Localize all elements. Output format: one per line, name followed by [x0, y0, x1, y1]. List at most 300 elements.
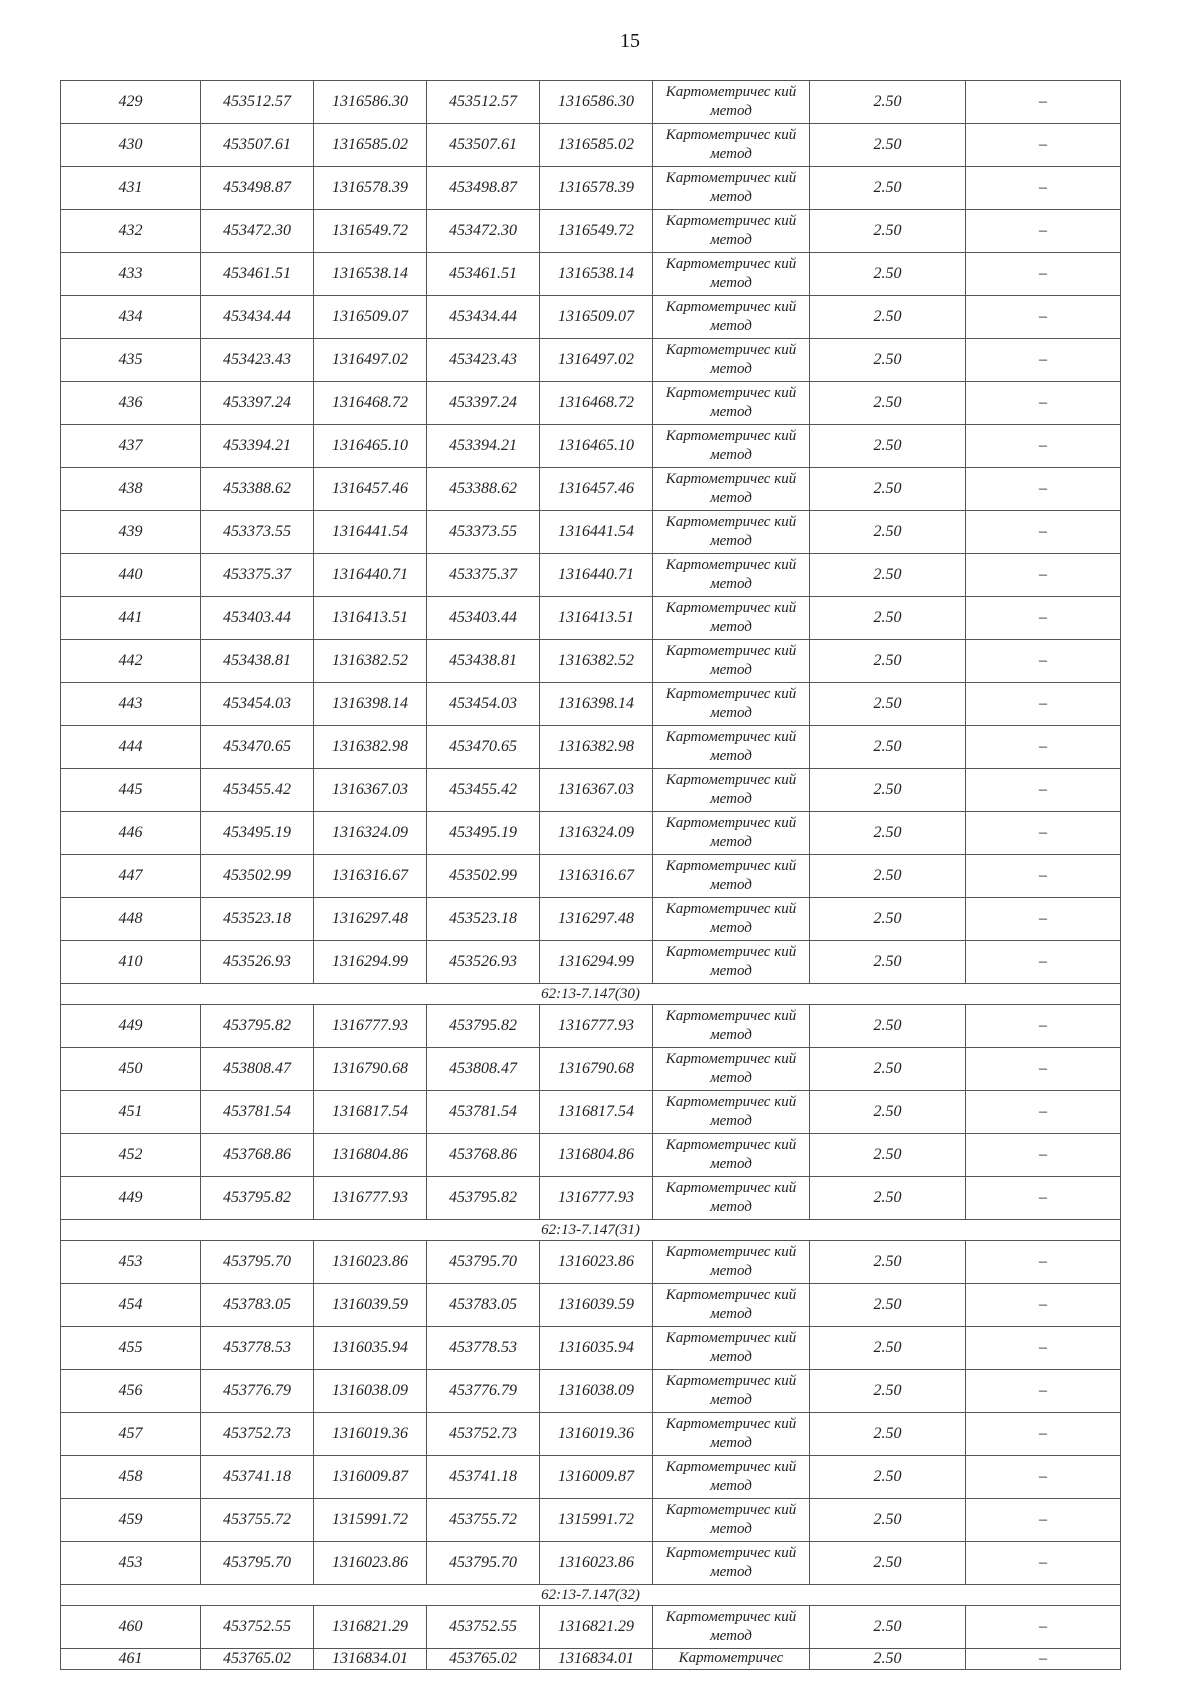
table-row: [61, 1134, 1121, 1177]
method-cell: Картометричес кий метод: [653, 1005, 810, 1048]
y-existing-cell: 1316398.14: [314, 683, 427, 726]
x-existing-cell: 453388.62: [201, 468, 314, 511]
y-new-cell: 1316549.72: [540, 210, 653, 253]
accuracy-cell: 2.50: [810, 296, 966, 339]
y-new-cell: 1316294.99: [540, 941, 653, 984]
accuracy-cell: 2.50: [810, 726, 966, 769]
description-cell: –: [966, 339, 1121, 382]
x-new-cell: 453423.43: [427, 339, 540, 382]
point-number-cell: 449: [61, 1005, 201, 1048]
x-existing-cell: 453470.65: [201, 726, 314, 769]
y-new-cell: 1316465.10: [540, 425, 653, 468]
x-new-cell: 453768.86: [427, 1134, 540, 1177]
y-new-cell: 1316440.71: [540, 554, 653, 597]
x-existing-cell: 453403.44: [201, 597, 314, 640]
point-number-cell: 435: [61, 339, 201, 382]
x-new-cell: 453472.30: [427, 210, 540, 253]
x-existing-cell: 453502.99: [201, 855, 314, 898]
description-cell: –: [966, 812, 1121, 855]
method-cell: Картометричес кий метод: [653, 511, 810, 554]
x-new-cell: 453403.44: [427, 597, 540, 640]
description-cell: –: [966, 382, 1121, 425]
y-new-cell: 1316297.48: [540, 898, 653, 941]
method-cell: Картометричес кий метод: [653, 597, 810, 640]
accuracy-cell: 2.50: [810, 382, 966, 425]
description-cell: –: [966, 167, 1121, 210]
method-cell: Картометричес кий метод: [653, 425, 810, 468]
x-existing-cell: 453495.19: [201, 812, 314, 855]
y-new-cell: 1316382.98: [540, 726, 653, 769]
y-existing-cell: 1316497.02: [314, 339, 427, 382]
x-new-cell: 453808.47: [427, 1048, 540, 1091]
x-existing-cell: 453795.70: [201, 1241, 314, 1284]
y-new-cell: 1316039.59: [540, 1284, 653, 1327]
description-cell: –: [966, 425, 1121, 468]
method-cell: Картометричес кий метод: [653, 1134, 810, 1177]
y-existing-cell: 1316440.71: [314, 554, 427, 597]
description-cell: –: [966, 253, 1121, 296]
x-new-cell: 453795.70: [427, 1241, 540, 1284]
accuracy-cell: 2.50: [810, 1177, 966, 1220]
accuracy-cell: 2.50: [810, 812, 966, 855]
table-row: [61, 1499, 1121, 1542]
x-existing-cell: 453755.72: [201, 1499, 314, 1542]
x-existing-cell: 453526.93: [201, 941, 314, 984]
y-new-cell: 1316585.02: [540, 124, 653, 167]
method-cell: Картометричес кий метод: [653, 1606, 810, 1649]
x-existing-cell: 453795.82: [201, 1005, 314, 1048]
x-new-cell: 453454.03: [427, 683, 540, 726]
y-existing-cell: 1316367.03: [314, 769, 427, 812]
accuracy-cell: 2.50: [810, 898, 966, 941]
table-row: [61, 1091, 1121, 1134]
y-existing-cell: 1316777.93: [314, 1005, 427, 1048]
x-new-cell: 453438.81: [427, 640, 540, 683]
point-number-cell: 452: [61, 1134, 201, 1177]
table-row: [61, 425, 1121, 468]
y-new-cell: 1316316.67: [540, 855, 653, 898]
method-cell: Картометричес кий метод: [653, 941, 810, 984]
table-row: [61, 253, 1121, 296]
y-existing-cell: 1316039.59: [314, 1284, 427, 1327]
description-cell: –: [966, 296, 1121, 339]
method-cell: Картометричес кий метод: [653, 167, 810, 210]
y-existing-cell: 1316297.48: [314, 898, 427, 941]
x-new-cell: 453795.82: [427, 1005, 540, 1048]
y-new-cell: 1316019.36: [540, 1413, 653, 1456]
table-row: [61, 1284, 1121, 1327]
point-number-cell: 450: [61, 1048, 201, 1091]
table-row: [61, 124, 1121, 167]
x-existing-cell: 453768.86: [201, 1134, 314, 1177]
y-existing-cell: 1316821.29: [314, 1606, 427, 1649]
table-row: [61, 511, 1121, 554]
table-row: [61, 769, 1121, 812]
y-existing-cell: 1316382.52: [314, 640, 427, 683]
x-new-cell: 453455.42: [427, 769, 540, 812]
x-new-cell: 453741.18: [427, 1456, 540, 1499]
x-new-cell: 453394.21: [427, 425, 540, 468]
accuracy-cell: 2.50: [810, 1241, 966, 1284]
accuracy-cell: 2.50: [810, 511, 966, 554]
method-cell: Картометричес кий метод: [653, 1284, 810, 1327]
description-cell: –: [966, 511, 1121, 554]
x-existing-cell: 453776.79: [201, 1370, 314, 1413]
y-new-cell: 1316035.94: [540, 1327, 653, 1370]
table-row: [61, 898, 1121, 941]
description-cell: –: [966, 468, 1121, 511]
table-row: [61, 1456, 1121, 1499]
method-cell: Картометричес кий метод: [653, 769, 810, 812]
method-cell: Картометричес кий метод: [653, 253, 810, 296]
x-existing-cell: 453741.18: [201, 1456, 314, 1499]
description-cell: –: [966, 1327, 1121, 1370]
description-cell: –: [966, 1048, 1121, 1091]
y-new-cell: 1316578.39: [540, 167, 653, 210]
x-existing-cell: 453752.55: [201, 1606, 314, 1649]
x-existing-cell: 453808.47: [201, 1048, 314, 1091]
table-row: [61, 468, 1121, 511]
accuracy-cell: 2.50: [810, 1327, 966, 1370]
method-cell: Картометричес кий метод: [653, 1499, 810, 1542]
x-new-cell: 453375.37: [427, 554, 540, 597]
x-new-cell: 453765.02: [427, 1649, 540, 1670]
y-new-cell: 1316777.93: [540, 1005, 653, 1048]
accuracy-cell: 2.50: [810, 597, 966, 640]
description-cell: –: [966, 1091, 1121, 1134]
description-cell: –: [966, 769, 1121, 812]
y-existing-cell: 1316804.86: [314, 1134, 427, 1177]
accuracy-cell: 2.50: [810, 1413, 966, 1456]
point-number-cell: 453: [61, 1241, 201, 1284]
method-cell: Картометричес кий метод: [653, 382, 810, 425]
y-new-cell: 1316441.54: [540, 511, 653, 554]
y-new-cell: 1316398.14: [540, 683, 653, 726]
description-cell: –: [966, 726, 1121, 769]
table-row: [61, 81, 1121, 124]
point-number-cell: 456: [61, 1370, 201, 1413]
accuracy-cell: 2.50: [810, 1606, 966, 1649]
y-new-cell: 1316790.68: [540, 1048, 653, 1091]
point-number-cell: 433: [61, 253, 201, 296]
accuracy-cell: 2.50: [810, 1499, 966, 1542]
section-row: [61, 984, 1121, 1005]
y-new-cell: 1316413.51: [540, 597, 653, 640]
x-existing-cell: 453438.81: [201, 640, 314, 683]
point-number-cell: 437: [61, 425, 201, 468]
method-cell: Картометричес кий метод: [653, 124, 810, 167]
description-cell: –: [966, 1241, 1121, 1284]
y-existing-cell: 1316382.98: [314, 726, 427, 769]
point-number-cell: 444: [61, 726, 201, 769]
y-existing-cell: 1316023.86: [314, 1241, 427, 1284]
y-existing-cell: 1316019.36: [314, 1413, 427, 1456]
y-existing-cell: 1316468.72: [314, 382, 427, 425]
point-number-cell: 458: [61, 1456, 201, 1499]
x-new-cell: 453507.61: [427, 124, 540, 167]
table-row: [61, 1606, 1121, 1649]
y-new-cell: 1316817.54: [540, 1091, 653, 1134]
description-cell: –: [966, 1542, 1121, 1585]
point-number-cell: 455: [61, 1327, 201, 1370]
x-new-cell: 453778.53: [427, 1327, 540, 1370]
point-number-cell: 461: [61, 1649, 201, 1670]
point-number-cell: 434: [61, 296, 201, 339]
x-new-cell: 453470.65: [427, 726, 540, 769]
description-cell: –: [966, 898, 1121, 941]
table-row: [61, 1542, 1121, 1585]
table-row: [61, 339, 1121, 382]
accuracy-cell: 2.50: [810, 253, 966, 296]
y-existing-cell: 1316413.51: [314, 597, 427, 640]
accuracy-cell: 2.50: [810, 167, 966, 210]
point-number-cell: 460: [61, 1606, 201, 1649]
x-new-cell: 453755.72: [427, 1499, 540, 1542]
x-existing-cell: 453454.03: [201, 683, 314, 726]
y-new-cell: 1316023.86: [540, 1542, 653, 1585]
y-existing-cell: 1316549.72: [314, 210, 427, 253]
y-existing-cell: 1316294.99: [314, 941, 427, 984]
accuracy-cell: 2.50: [810, 425, 966, 468]
point-number-cell: 445: [61, 769, 201, 812]
y-existing-cell: 1316777.93: [314, 1177, 427, 1220]
accuracy-cell: 2.50: [810, 339, 966, 382]
description-cell: –: [966, 1134, 1121, 1177]
method-cell: Картометричес: [653, 1649, 810, 1670]
table-row: [61, 554, 1121, 597]
y-existing-cell: 1316578.39: [314, 167, 427, 210]
point-number-cell: 436: [61, 382, 201, 425]
x-new-cell: 453752.55: [427, 1606, 540, 1649]
x-new-cell: 453512.57: [427, 81, 540, 124]
point-number-cell: 443: [61, 683, 201, 726]
x-existing-cell: 453795.82: [201, 1177, 314, 1220]
y-existing-cell: 1316324.09: [314, 812, 427, 855]
point-number-cell: 459: [61, 1499, 201, 1542]
table-row: [61, 1413, 1121, 1456]
method-cell: Картометричес кий метод: [653, 81, 810, 124]
accuracy-cell: 2.50: [810, 1005, 966, 1048]
method-cell: Картометричес кий метод: [653, 855, 810, 898]
x-new-cell: 453795.70: [427, 1542, 540, 1585]
x-existing-cell: 453523.18: [201, 898, 314, 941]
section-label: 62:13-7.147(32): [61, 1585, 1121, 1606]
accuracy-cell: 2.50: [810, 1048, 966, 1091]
y-new-cell: 1316777.93: [540, 1177, 653, 1220]
method-cell: Картометричес кий метод: [653, 640, 810, 683]
description-cell: –: [966, 1413, 1121, 1456]
x-existing-cell: 453752.73: [201, 1413, 314, 1456]
table-row: [61, 726, 1121, 769]
point-number-cell: 429: [61, 81, 201, 124]
table-row: [61, 167, 1121, 210]
y-new-cell: 1316457.46: [540, 468, 653, 511]
y-new-cell: 1316023.86: [540, 1241, 653, 1284]
x-existing-cell: 453472.30: [201, 210, 314, 253]
point-number-cell: 432: [61, 210, 201, 253]
y-new-cell: 1316468.72: [540, 382, 653, 425]
y-existing-cell: 1316038.09: [314, 1370, 427, 1413]
method-cell: Картометричес кий метод: [653, 296, 810, 339]
x-existing-cell: 453423.43: [201, 339, 314, 382]
x-new-cell: 453495.19: [427, 812, 540, 855]
y-existing-cell: 1316538.14: [314, 253, 427, 296]
y-existing-cell: 1316457.46: [314, 468, 427, 511]
description-cell: –: [966, 1606, 1121, 1649]
method-cell: Картометричес кий метод: [653, 468, 810, 511]
method-cell: Картометричес кий метод: [653, 1241, 810, 1284]
x-new-cell: 453397.24: [427, 382, 540, 425]
section-row: [61, 1585, 1121, 1606]
page-number: 15: [620, 30, 640, 52]
y-new-cell: 1316497.02: [540, 339, 653, 382]
coordinates-table: [60, 80, 1121, 1670]
table-row: [61, 210, 1121, 253]
x-new-cell: 453776.79: [427, 1370, 540, 1413]
y-new-cell: 1316821.29: [540, 1606, 653, 1649]
point-number-cell: 447: [61, 855, 201, 898]
description-cell: –: [966, 1177, 1121, 1220]
table-row: [61, 1241, 1121, 1284]
table-row: [61, 1370, 1121, 1413]
x-existing-cell: 453783.05: [201, 1284, 314, 1327]
accuracy-cell: 2.50: [810, 1649, 966, 1670]
x-existing-cell: 453375.37: [201, 554, 314, 597]
description-cell: –: [966, 210, 1121, 253]
y-new-cell: 1316804.86: [540, 1134, 653, 1177]
x-new-cell: 453795.82: [427, 1177, 540, 1220]
y-new-cell: 1316538.14: [540, 253, 653, 296]
description-cell: –: [966, 1456, 1121, 1499]
y-new-cell: 1316586.30: [540, 81, 653, 124]
point-number-cell: 453: [61, 1542, 201, 1585]
table-row: [61, 640, 1121, 683]
accuracy-cell: 2.50: [810, 683, 966, 726]
y-new-cell: 1316367.03: [540, 769, 653, 812]
point-number-cell: 441: [61, 597, 201, 640]
x-new-cell: 453783.05: [427, 1284, 540, 1327]
x-existing-cell: 453434.44: [201, 296, 314, 339]
accuracy-cell: 2.50: [810, 554, 966, 597]
point-number-cell: 454: [61, 1284, 201, 1327]
x-existing-cell: 453394.21: [201, 425, 314, 468]
point-number-cell: 446: [61, 812, 201, 855]
accuracy-cell: 2.50: [810, 640, 966, 683]
method-cell: Картометричес кий метод: [653, 339, 810, 382]
point-number-cell: 431: [61, 167, 201, 210]
point-number-cell: 457: [61, 1413, 201, 1456]
description-cell: –: [966, 683, 1121, 726]
point-number-cell: 451: [61, 1091, 201, 1134]
x-existing-cell: 453455.42: [201, 769, 314, 812]
x-existing-cell: 453507.61: [201, 124, 314, 167]
y-new-cell: 1316324.09: [540, 812, 653, 855]
section-label: 62:13-7.147(30): [61, 984, 1121, 1005]
method-cell: Картометричес кий метод: [653, 210, 810, 253]
description-cell: –: [966, 81, 1121, 124]
method-cell: Картометричес кий метод: [653, 1542, 810, 1585]
accuracy-cell: 2.50: [810, 769, 966, 812]
method-cell: Картометричес кий метод: [653, 1048, 810, 1091]
x-existing-cell: 453461.51: [201, 253, 314, 296]
y-new-cell: 1316382.52: [540, 640, 653, 683]
method-cell: Картометричес кий метод: [653, 1413, 810, 1456]
section-label: 62:13-7.147(31): [61, 1220, 1121, 1241]
table-row: [61, 296, 1121, 339]
y-existing-cell: 1315991.72: [314, 1499, 427, 1542]
point-number-cell: 439: [61, 511, 201, 554]
point-number-cell: 430: [61, 124, 201, 167]
description-cell: –: [966, 855, 1121, 898]
y-existing-cell: 1316316.67: [314, 855, 427, 898]
description-cell: –: [966, 941, 1121, 984]
accuracy-cell: 2.50: [810, 124, 966, 167]
y-existing-cell: 1316817.54: [314, 1091, 427, 1134]
table-row: [61, 855, 1121, 898]
method-cell: Картометричес кий метод: [653, 1091, 810, 1134]
x-new-cell: 453502.99: [427, 855, 540, 898]
table-row: [61, 1048, 1121, 1091]
table-row: [61, 597, 1121, 640]
description-cell: –: [966, 640, 1121, 683]
table-row: [61, 382, 1121, 425]
description-cell: –: [966, 124, 1121, 167]
x-new-cell: 453523.18: [427, 898, 540, 941]
x-new-cell: 453781.54: [427, 1091, 540, 1134]
x-new-cell: 453388.62: [427, 468, 540, 511]
y-existing-cell: 1316790.68: [314, 1048, 427, 1091]
y-existing-cell: 1316465.10: [314, 425, 427, 468]
x-new-cell: 453434.44: [427, 296, 540, 339]
description-cell: –: [966, 554, 1121, 597]
x-existing-cell: 453765.02: [201, 1649, 314, 1670]
accuracy-cell: 2.50: [810, 1370, 966, 1413]
table-row: [61, 1327, 1121, 1370]
accuracy-cell: 2.50: [810, 1134, 966, 1177]
y-new-cell: 1316009.87: [540, 1456, 653, 1499]
y-existing-cell: 1316834.01: [314, 1649, 427, 1670]
section-row: [61, 1220, 1121, 1241]
table-row: [61, 1177, 1121, 1220]
x-existing-cell: 453512.57: [201, 81, 314, 124]
point-number-cell: 440: [61, 554, 201, 597]
table-row: [61, 941, 1121, 984]
description-cell: –: [966, 597, 1121, 640]
method-cell: Картометричес кий метод: [653, 683, 810, 726]
description-cell: –: [966, 1370, 1121, 1413]
point-number-cell: 410: [61, 941, 201, 984]
x-existing-cell: 453498.87: [201, 167, 314, 210]
table-row: [61, 812, 1121, 855]
method-cell: Картометричес кий метод: [653, 1327, 810, 1370]
method-cell: Картометричес кий метод: [653, 554, 810, 597]
x-existing-cell: 453781.54: [201, 1091, 314, 1134]
x-new-cell: 453461.51: [427, 253, 540, 296]
y-new-cell: 1316038.09: [540, 1370, 653, 1413]
table-row: [61, 683, 1121, 726]
method-cell: Картометричес кий метод: [653, 812, 810, 855]
accuracy-cell: 2.50: [810, 1456, 966, 1499]
accuracy-cell: 2.50: [810, 1542, 966, 1585]
y-existing-cell: 1316023.86: [314, 1542, 427, 1585]
accuracy-cell: 2.50: [810, 855, 966, 898]
accuracy-cell: 2.50: [810, 941, 966, 984]
x-new-cell: 453498.87: [427, 167, 540, 210]
description-cell: –: [966, 1284, 1121, 1327]
y-existing-cell: 1316585.02: [314, 124, 427, 167]
method-cell: Картометричес кий метод: [653, 726, 810, 769]
y-existing-cell: 1316441.54: [314, 511, 427, 554]
